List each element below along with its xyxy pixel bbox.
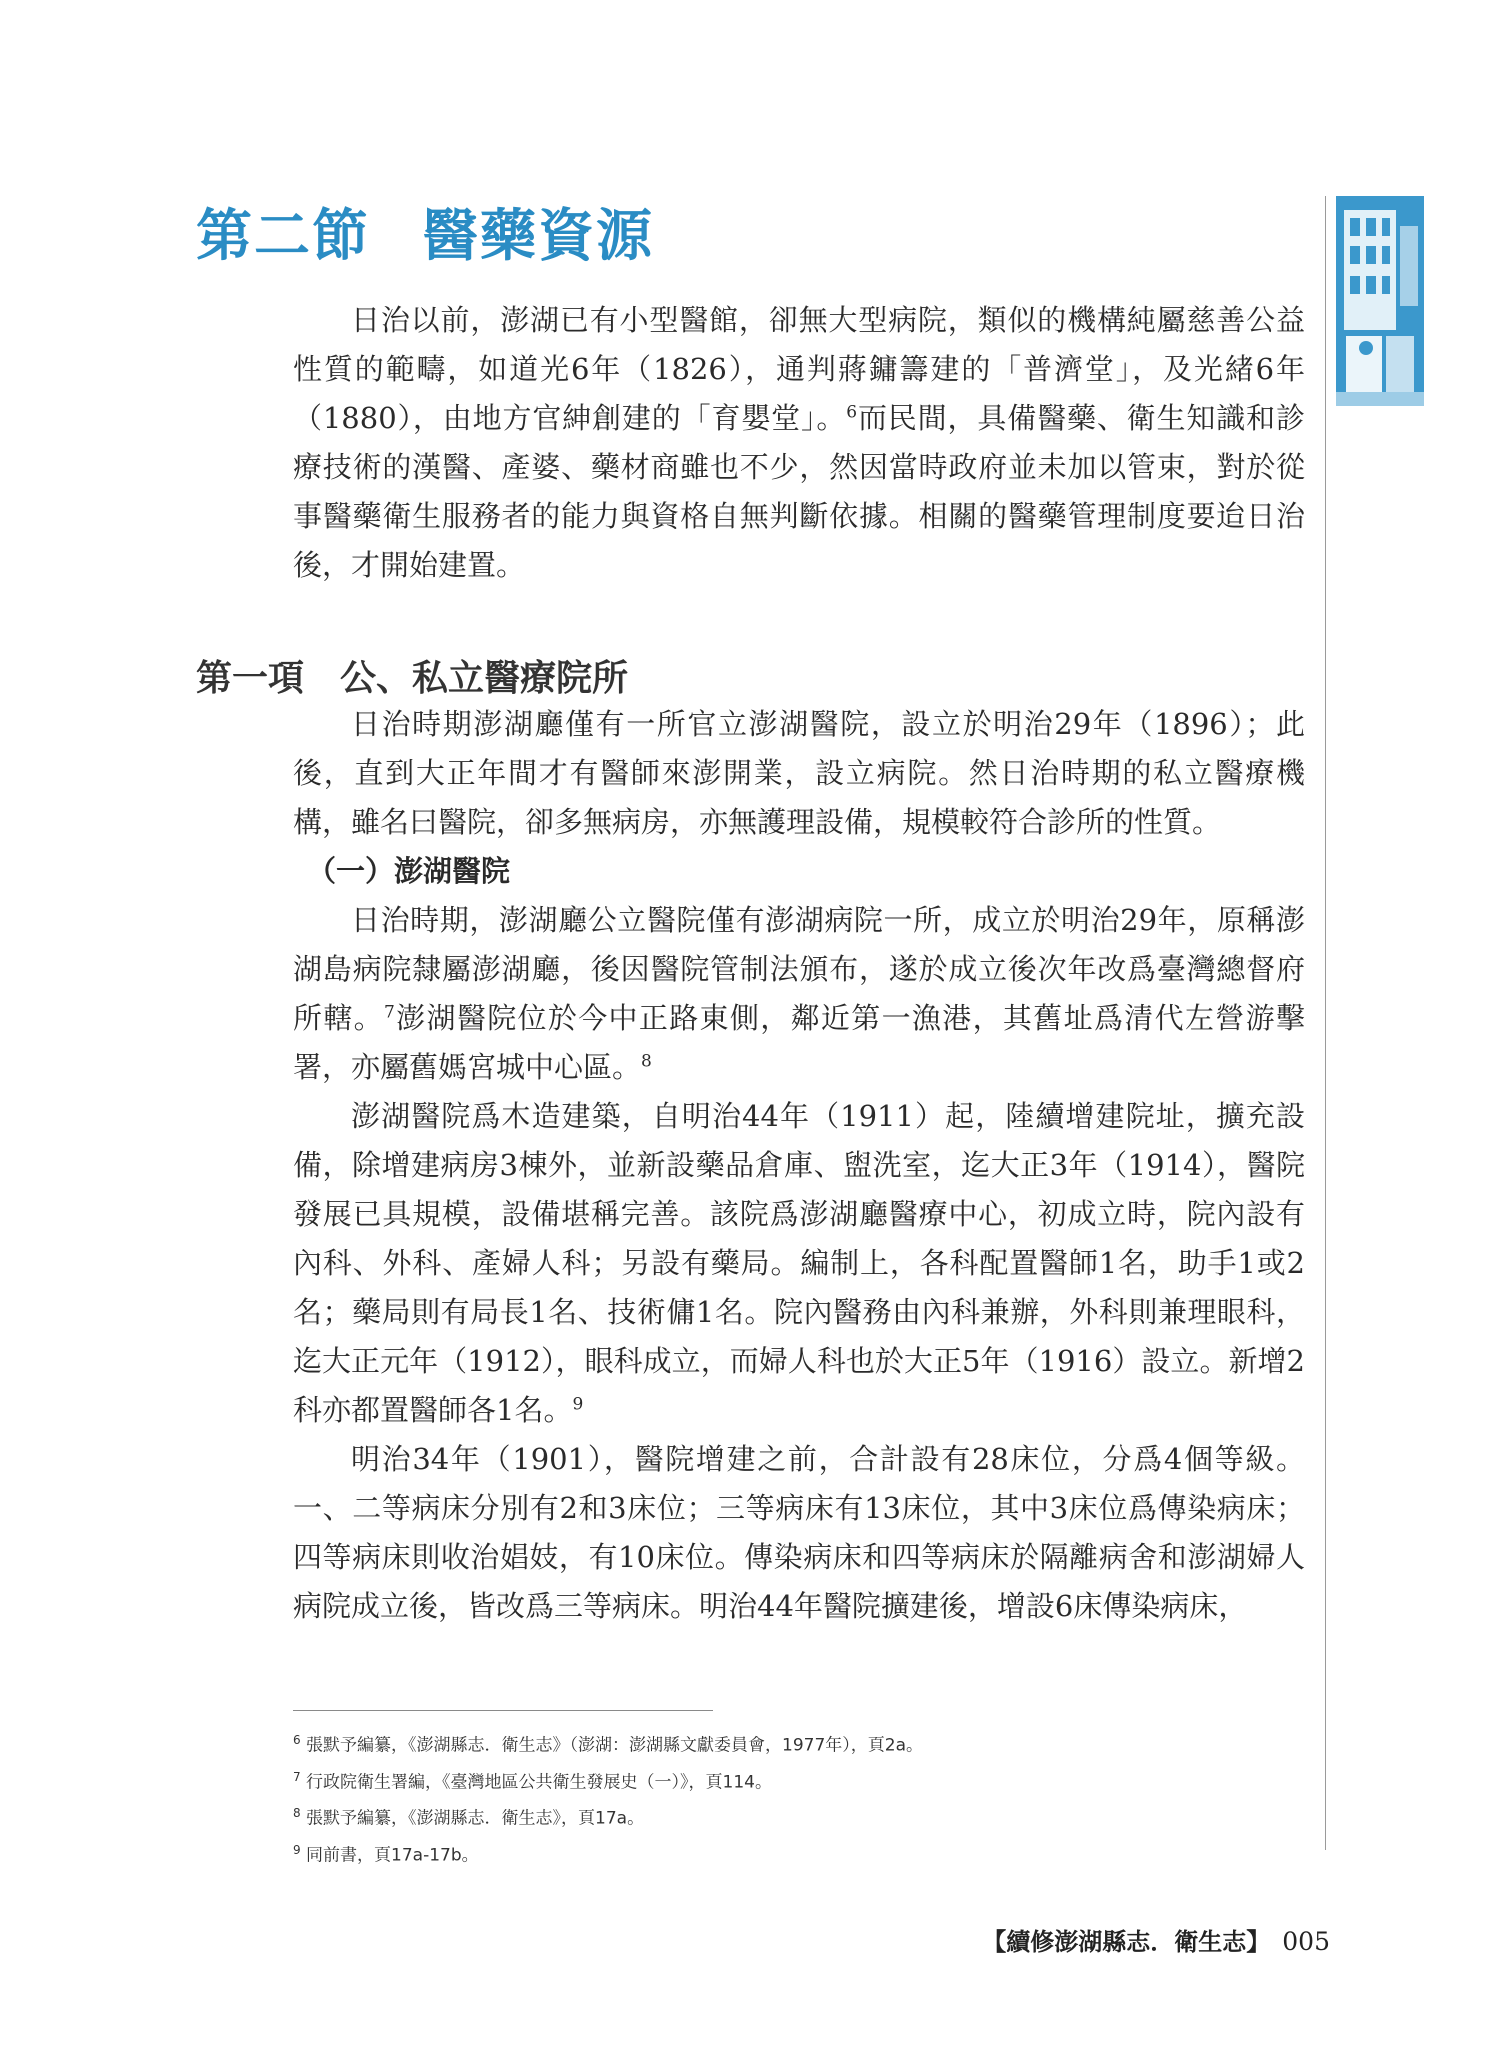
footnote xyxy=(293,1725,1193,1762)
intro-text-1: 日治以前，澎湖已有小型醫館，卻無大型病院，類似的機構純屬慈善公益性質的範疇，如道光6年（1826），通判蔣鏞籌建的「普濟堂」，及光緒6年（1880），由地方官紳創建的「育嬰堂」。 xyxy=(293,303,1305,435)
footnote-text: 同前書，頁17a-17b。 xyxy=(306,1845,479,1866)
footnote xyxy=(293,1762,1193,1799)
subsection-title: 公、私立醫療院所 xyxy=(340,657,629,699)
footnote-text: 張默予編纂，《澎湖縣志．衛生志》，頁17a。 xyxy=(306,1808,645,1829)
subsection-heading xyxy=(196,650,628,701)
footnote-number: 8 xyxy=(293,1806,301,1821)
building-photo-icon xyxy=(1336,196,1424,406)
section-number: 第二節 xyxy=(196,203,370,269)
paragraph: 日治時期澎湖廳僅有一所官立澎湖醫院，設立於明治29年（1896）；此後，直到大正年間才有醫師來澎開業，設立病院。然日治時期的私立醫療機構，雖名曰醫院，卻多無病房，亦無護理設備，規模較符合診所的性質。 xyxy=(293,707,1305,839)
sub-heading: （一）澎湖醫院 xyxy=(307,854,511,888)
footnote-text: 張默予編纂，《澎湖縣志．衛生志》（澎湖：澎湖縣文獻委員會，1977年），頁2a。 xyxy=(306,1735,924,1756)
paragraph-text: 日治時期，澎湖廳公立醫院僅有澎湖病院一所，成立於明治29年，原稱澎湖島病院隸屬澎湖廳，後因醫院管制法頒布，遂於成立後次年改爲臺灣總督府所轄。 xyxy=(293,903,1305,1035)
footnote-ref[interactable]: 6 xyxy=(846,402,858,423)
intro-paragraph xyxy=(293,296,1305,590)
paragraph-text: 澎湖醫院爲木造建築，自明治44年（1911）起，陸續增建院址，擴充設備，除增建病房3棟外，並新設藥品倉庫、盥洗室，迄大正3年（1914），醫院發展已具規模，設備堪稱完善。該院爲澎湖廳醫療中心，初成立時，院內設有內科、外科、產婦人科；另設有藥局。編制上，各科配置醫師1名，助手1或2名；藥局則有局長1名、技術傭1名。院內醫務由內科兼辦，外科則兼理眼科，迄大正元年（1912），眼科成立，而婦人科也於大正5年（1916）設立。新增2科亦都置醫師各1名。 xyxy=(293,1099,1305,1427)
page-number: 005 xyxy=(1282,1927,1330,1956)
footnote-ref[interactable]: 7 xyxy=(384,1002,395,1023)
footnote-text: 行政院衛生署編，《臺灣地區公共衛生發展史（一）》，頁114。 xyxy=(306,1772,772,1793)
main-body xyxy=(293,700,1305,1631)
paragraph: 明治34年（1901），醫院增建之前，合計設有28床位，分爲4個等級。一、二等病床分別有2和3床位；三等病床有13床位，其中3床位爲傳染病床；四等病床則收治娼妓，有10床位。傳染病床和四等病床於隔離病舍和澎湖婦人病院成立後，皆改爲三等病床。明治44年醫院擴建後，增設6床傳染病床， xyxy=(293,1442,1305,1623)
side-divider xyxy=(1325,196,1326,1850)
footnote-ref[interactable]: 8 xyxy=(641,1051,652,1072)
paragraph xyxy=(293,1092,1305,1435)
section-title: 醫藥資源 xyxy=(422,203,654,269)
footnote xyxy=(293,1835,1193,1872)
paragraph-text: 澎湖醫院位於今中正路東側，鄰近第一漁港，其舊址爲清代左營游擊署，亦屬舊媽宮城中心區。 xyxy=(293,1001,1305,1084)
footnote-divider xyxy=(293,1710,713,1711)
subsection-number: 第一項 xyxy=(196,657,305,699)
footnote xyxy=(293,1798,1193,1835)
book-title: 【續修澎湖縣志．衛生志】 xyxy=(982,1927,1271,1956)
footnotes xyxy=(293,1725,1193,1872)
footnote-number: 7 xyxy=(293,1769,301,1784)
footnote-number: 6 xyxy=(293,1733,301,1747)
section-heading xyxy=(196,192,654,272)
footnote-ref[interactable]: 9 xyxy=(572,1394,584,1415)
paragraph xyxy=(293,896,1305,1092)
page-footer xyxy=(982,1922,1330,1957)
intro-text-2: 而民間，具備醫藥、衛生知識和診療技術的漢醫、產婆、藥材商雖也不少，然因當時政府並未加以管束，對於從事醫藥衛生服務者的能力與資格自無判斷依據。相關的醫藥管理制度要迨日治後，才開始建置。 xyxy=(293,401,1305,582)
footnote-number: 9 xyxy=(293,1842,301,1857)
